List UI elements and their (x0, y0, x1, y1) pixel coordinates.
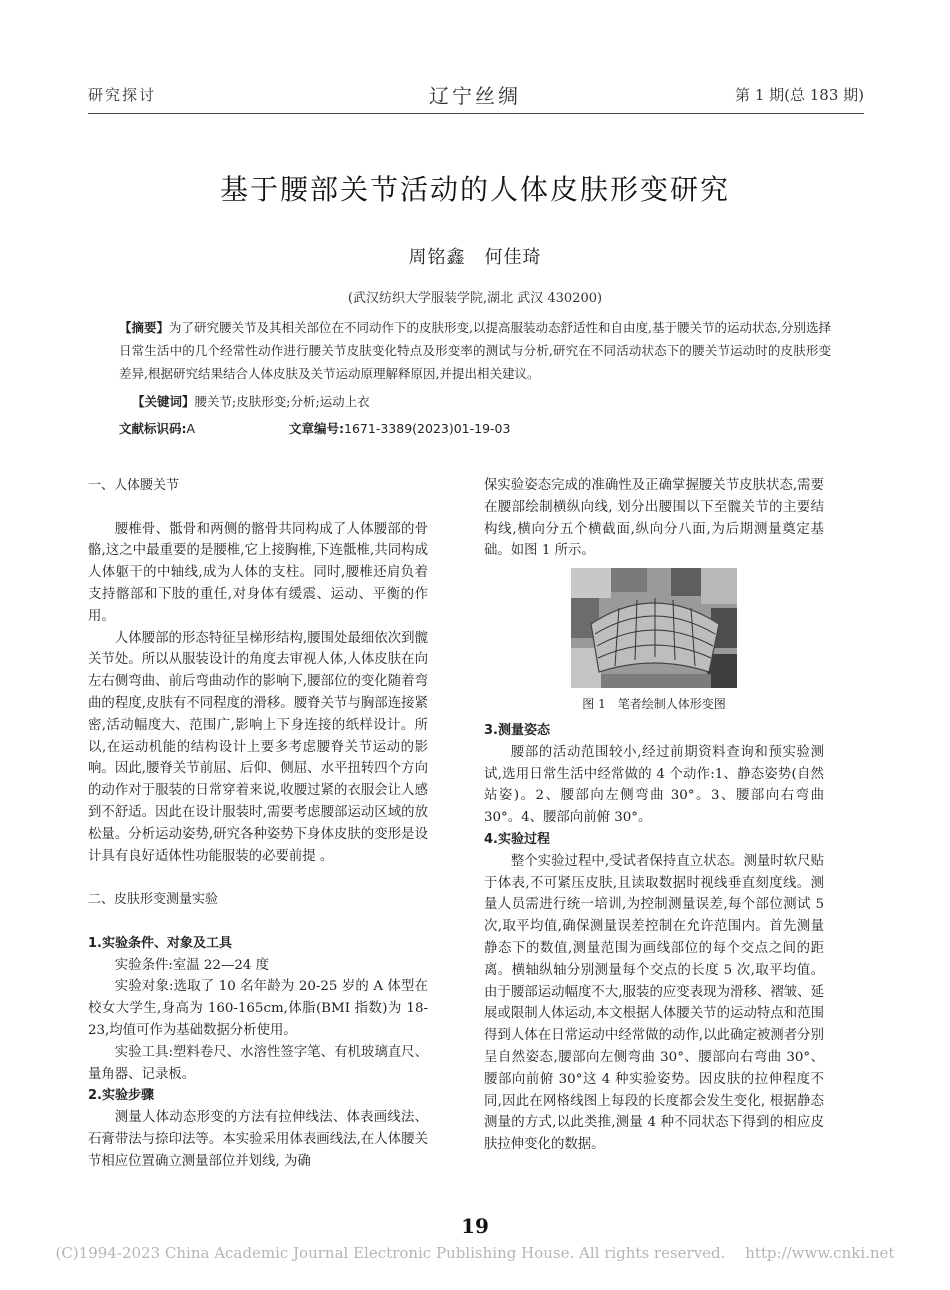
experiment-process: 整个实验过程中,受试者保持直立状态。测量时软尺贴于体表,不可紧压皮肤,且读取数据时视线垂直刻度线。测量人员需进行统一培训,为控制测量误差,每个部位测试 5 次,取平均值,确保测量误差控制在允许范围内。首先测量静态下的数值,测量范围为画线部位的每个交点之间的距离。横轴纵轴分别测量每个交点的长度 5 次,取平均值。由于腰部运动幅度不大,服装的应变表现为滑移、褶皱、延展或限制人体运动,本文根据人体腰关节的运动特点和范围得到人体在日常运动中经常做的动作,以此确定被测者分别呈自然姿态,腰部向左侧弯曲 30°、腰部向右弯曲 30°、腰部向前俯 30°这 4 种实验姿势。因皮肤的拉伸程度不同,因此在网格线图上每段的长度都会发生变化, 根据静态测量的方式,以此类推,测量 4 种不同状态下得到的相应皮肤拉伸变化的数据。 (484, 853, 824, 1153)
section-1-paragraph-2: 人体腰部的形态特征呈梯形结构,腰围处最细依次到髋关节处。所以从服装设计的角度去审视人体,人体皮肤在向左右侧弯曲、前后弯曲动作的影响下,腰部位的变化随着弯曲的程度,皮肤有不同程度的滑移。腰脊关节与胸部连接紧密,活动幅度大、范围广,影响上下身连接的纸样设计。所以,在运动机能的结构设计上要多考虑腰脊关节运动的影响。因此,腰脊关节前屈、后仰、侧屈、水平扭转四个方向的动作对于服装的日常穿着来说,收腰过紧的衣服会让人感到不舒适。因此在设计服装时,需要考虑腰部运动区域的放松量。分析运动姿势,研究各种姿势下身体皮肤的变形是设计具有良好适体性功能服装的必要前提 。 (88, 630, 428, 864)
experiment-subjects: 实验对象:选取了 10 名年龄为 20-25 岁的 A 体型在校女大学生,身高为 160-165cm,体脂(BMI 指数)为 18-23,均值可作为基础数据分析使用。 (88, 979, 428, 1038)
copyright-watermark: (C)1994-2023 China Academic Journal Electronic Publishing House. All rights reserved. http://www.cnki.net (55, 1244, 895, 1262)
doc-code-value: A (186, 421, 196, 436)
section-2-title: 二、皮肤形变测量实验 (88, 892, 219, 908)
running-header-issue: 第 1 期(总 183 期) (735, 86, 864, 104)
abstract-label: 【摘要】 (119, 320, 170, 335)
keywords-text: 腰关节;皮肤形变;分析;运动上衣 (194, 394, 370, 409)
paper-authors: 周铭鑫 何佳琦 (408, 247, 542, 268)
keywords (132, 392, 370, 410)
figure-1-image (571, 568, 737, 688)
subsection-4-heading: 4.实验过程 (484, 831, 550, 847)
subsection-2-heading: 2.实验步骤 (88, 1088, 154, 1104)
experiment-steps-continued: 保实验姿态完成的准确性及正确掌握腰关节皮肤状态,需要在腰部绘制横纵向线, 划分出腰围以下至髋关节的主要结构线,横向分五个横截面,纵向分八面,为后期测量奠定基础。如图 1 所示。 (484, 478, 824, 559)
subsection-3-heading: 3.测量姿态 (484, 722, 550, 738)
article-no-label: 文章编号: (289, 421, 345, 436)
header-rule (88, 113, 864, 114)
left-column (88, 475, 428, 1173)
abstract-text: 为了研究腰关节及其相关部位在不同动作下的皮肤形变,以提高服装动态舒适性和自由度,基于腰关节的运动状态,分别选择日常生活中的几个经常性动作进行腰关节皮肤变化特点及形变率的测试与分析,研究在不同活动状态下的腰关节运动时的皮肤形变差异,根据研究结果结合人体皮肤及关节运动原理解释原因,并提出相关建议。 (119, 320, 831, 381)
running-header-section: 研究探讨 (88, 86, 157, 104)
right-column (484, 475, 824, 1156)
paper-affiliation: (武汉纺织大学服装学院,湖北 武汉 430200) (347, 291, 603, 306)
doc-code-label: 文献标识码: (119, 421, 187, 436)
measurement-poses: 腰部的活动范围较小,经过前期资料查询和预实验测试,选用日常生活中经常做的 4 个动作:1、静态姿势(自然站姿)。2、腰部向左侧弯曲 30°。3、腰部向右弯曲 30°。4、腰部向前俯 30°。 (484, 744, 824, 826)
page-number: 19 (461, 1214, 489, 1238)
subsection-1-heading: 1.实验条件、对象及工具 (88, 935, 232, 951)
figure-1-caption: 图 1 笔者绘制人体形变图 (582, 697, 726, 712)
experiment-conditions: 实验条件:室温 22—24 度 (114, 957, 270, 973)
section-1-paragraph-1: 腰椎骨、骶骨和两侧的髂骨共同构成了人体腰部的骨骼,这之中最重要的是腰椎,它上接胸椎,下连骶椎,共同构成人体躯干的中轴线,成为人体的支柱。同时,腰椎还肩负着支持髂部和下肢的重任,对身体有缓震、运动、平衡的作用。 (88, 521, 428, 624)
running-header-journal: 辽宁丝绸 (429, 84, 521, 108)
keywords-label: 【关键词】 (132, 394, 195, 409)
abstract (119, 316, 831, 385)
paper-title: 基于腰部关节活动的人体皮肤形变研究 (219, 173, 730, 206)
article-no-value: 1671-3389(2023)01-19-03 (344, 421, 511, 436)
experiment-steps: 测量人体动态形变的方法有拉伸线法、体表画线法、石膏带法与捺印法等。本实验采用体表画线法,在人体腰关节相应位置确立测量部位并划线, 为确 (88, 1110, 428, 1169)
experiment-tools: 实验工具:塑料卷尺、水溶性签字笔、有机玻璃直尺、量角器、记录板。 (88, 1044, 428, 1082)
body-deformation-photo (571, 568, 737, 688)
section-1-title: 一、人体腰关节 (88, 478, 180, 493)
document-meta (119, 419, 510, 437)
